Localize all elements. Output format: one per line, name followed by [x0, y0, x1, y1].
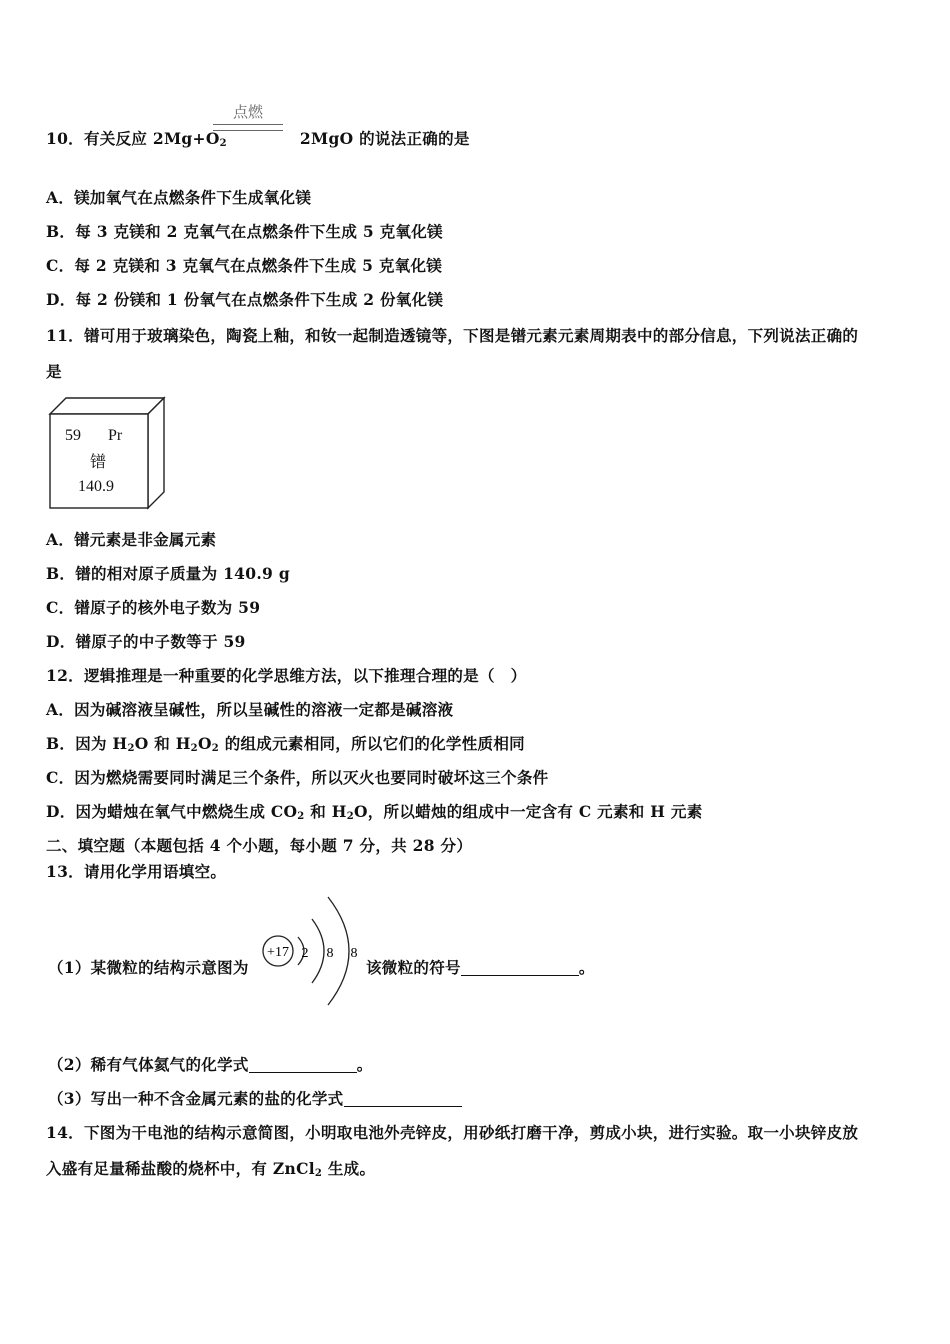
atomic-number: 59 — [65, 427, 81, 444]
periodic-element-card — [48, 396, 166, 514]
shell-electrons-3: 8 — [350, 946, 358, 961]
atomic-mass: 140.9 — [78, 478, 114, 495]
shell-electrons-2: 8 — [326, 946, 334, 961]
q12-option-a: A．因为碱溶液呈碱性，所以呈碱性的溶液一定都是碱溶液 — [46, 700, 454, 719]
answer-blank-3[interactable] — [344, 1090, 462, 1107]
q11-stem-line1: 11．镨可用于玻璃染色，陶瓷上釉，和钕一起制造透镜等，下图是镨元素元素周期表中的部分信息，下列说法正确的 — [46, 326, 859, 345]
q12-stem: 12．逻辑推理是一种重要的化学思维方法，以下推理合理的是（ ） — [46, 666, 527, 685]
q12-option-d: D．因为蜡烛在氧气中燃烧生成 $CO_2$ 和 $H_2O$，所以蜡烛的组成中一定含有 C 元素和 H 元素 — [46, 802, 703, 822]
reaction-condition: 点燃 — [232, 103, 263, 121]
shell-electrons-1: 2 — [301, 946, 309, 961]
element-symbol: Pr — [108, 427, 123, 444]
atom-structure-diagram — [258, 893, 368, 1011]
q13-part1-prefix: （1）某微粒的结构示意图为 — [48, 958, 249, 977]
q11-option-c: C．镨原子的核外电子数为 59 — [46, 598, 261, 617]
q13-stem: 13．请用化学用语填空。 — [46, 862, 227, 881]
q11-option-a: A．镨元素是非金属元素 — [46, 530, 217, 549]
q11-option-b: B．镨的相对原子质量为 140.9 g — [46, 564, 290, 583]
shell-arc-2 — [312, 919, 324, 983]
q13-part3: （3）写出一种不含金属元素的盐的化学式 — [48, 1087, 462, 1109]
q14-line2: 入盛有足量稀盐酸的烧杯中，有 ZnCl$_2$ 生成。 — [46, 1159, 376, 1179]
q10-option-c: C．每 2 克镁和 3 克氧气在点燃条件下生成 5 克氧化镁 — [46, 256, 443, 275]
q10-option-b: B．每 3 克镁和 2 克氧气在点燃条件下生成 5 克氧化镁 — [46, 222, 443, 241]
q10-option-a: A．镁加氧气在点燃条件下生成氧化镁 — [46, 188, 312, 207]
section-heading: 二、填空题（本题包括 4 个小题，每小题 7 分，共 28 分） — [46, 836, 473, 855]
q13-part1: 该微粒的符号 。 — [366, 958, 595, 977]
nucleus-charge: +17 — [267, 945, 289, 960]
q14-line1: 14．下图为干电池的结构示意简图，小明取电池外壳锌皮，用砂纸打磨干净，剪成小块，进行实验。取一小块锌皮放 — [46, 1123, 859, 1142]
q11-stem-line2: 是 — [46, 362, 62, 381]
answer-blank-1[interactable] — [461, 959, 579, 976]
q10-option-d: D．每 2 份镁和 1 份氧气在点燃条件下生成 2 份氧化镁 — [46, 290, 444, 309]
q13-part2: （2）稀有气体氦气的化学式 。 — [48, 1055, 373, 1074]
answer-blank-2[interactable] — [249, 1056, 357, 1073]
q10-stem: 10．有关反应 $2Mg+O_2$ 2MgO 的说法正确的是 — [46, 129, 470, 149]
q12-option-b: B．因为 $H_2O$ 和 $H_2O_2$ 的组成元素相同，所以它们的化学性质相同 — [46, 734, 525, 754]
q12-option-c: C．因为燃烧需要同时满足三个条件，所以灭火也要同时破坏这三个条件 — [46, 768, 549, 787]
element-name: 镨 — [90, 452, 107, 471]
q11-option-d: D．镨原子的中子数等于 59 — [46, 632, 246, 651]
